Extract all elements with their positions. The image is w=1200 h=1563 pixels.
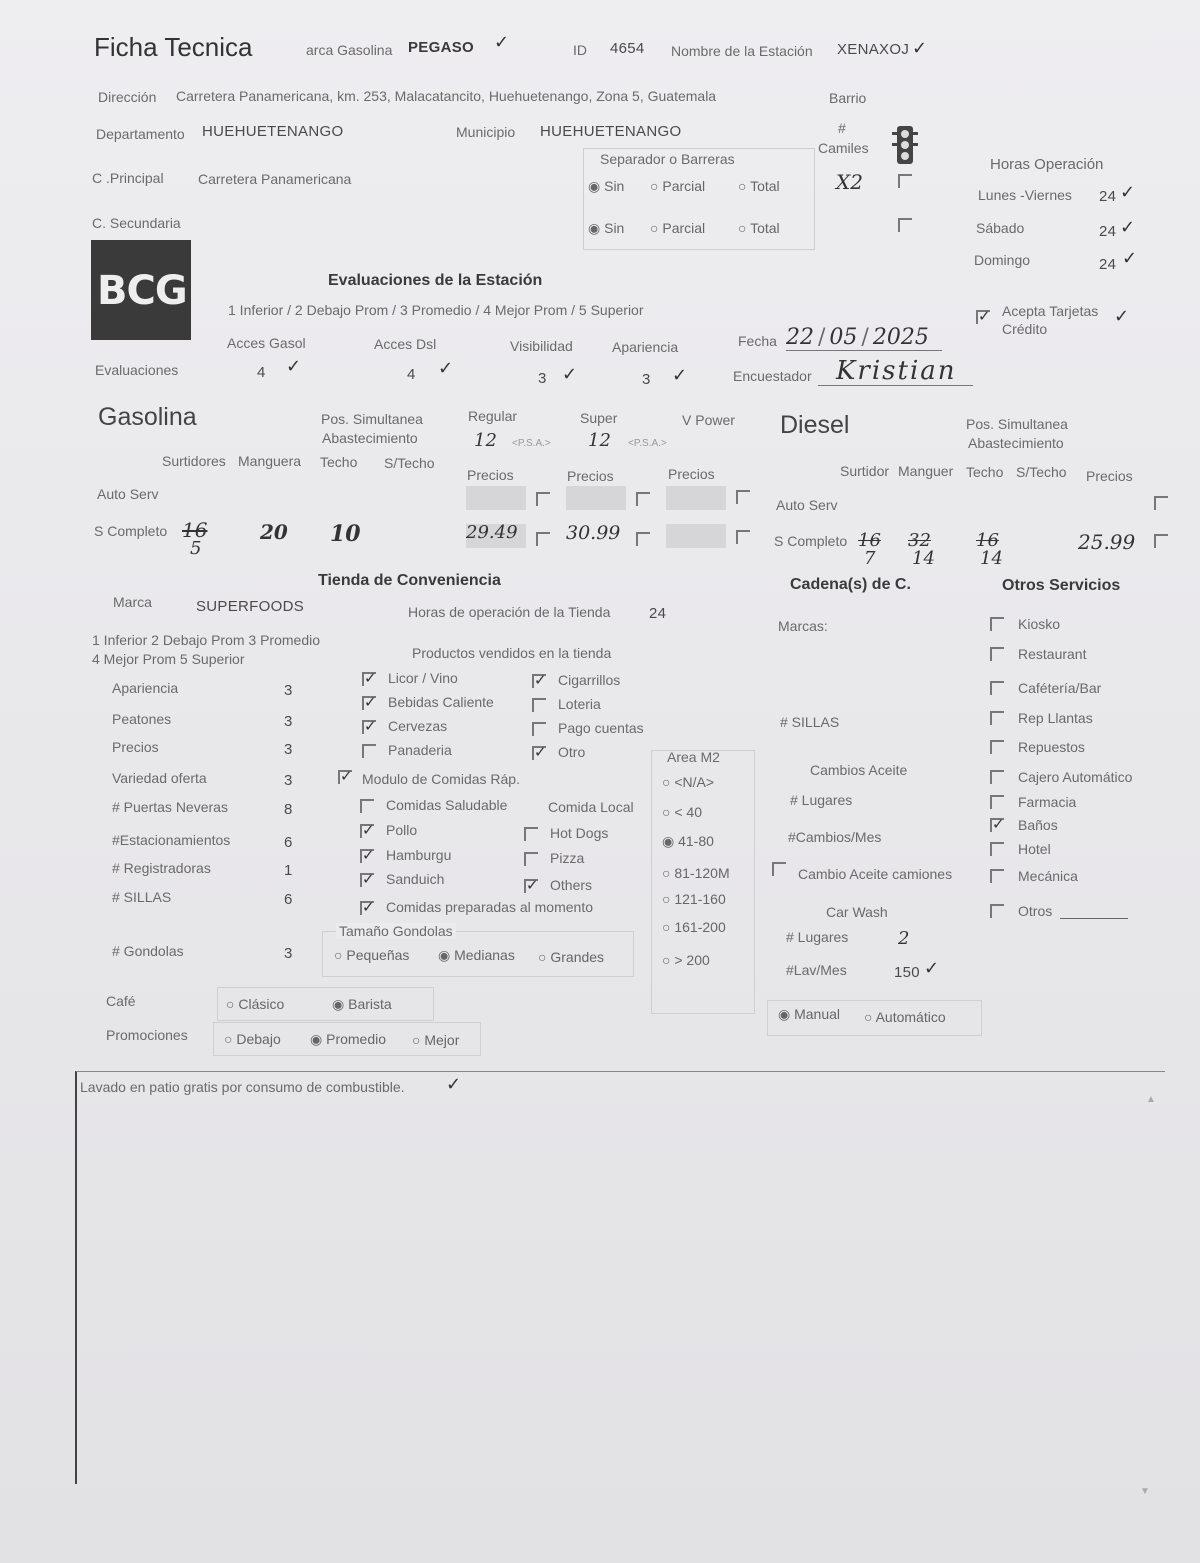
diesel-col-surtidor: Surtidor <box>840 463 890 479</box>
camiles-value[interactable]: X2 <box>836 170 863 194</box>
id-value: 4654 <box>610 40 645 57</box>
diesel-scompleto-label: S Completo <box>774 533 848 549</box>
rating-label: # SILLAS <box>112 889 172 905</box>
traffic-light-icon <box>892 124 914 164</box>
rating-label: # Registradoras <box>112 860 211 876</box>
modulo-label: Modulo de Comidas Ráp. <box>362 771 520 787</box>
autoserv-regular-checkbox[interactable] <box>536 492 550 506</box>
direccion-value[interactable]: Carretera Panamericana, km. 253, Malacatancito, Huehuetenango, Zona 5, Guatemala <box>176 88 717 104</box>
separador2-sin-radio[interactable]: ◉ Sin <box>588 220 625 236</box>
autoserv-super-checkbox[interactable] <box>636 492 650 506</box>
comida-label: Hot Dogs <box>550 825 609 841</box>
producto-checkbox[interactable] <box>362 696 376 710</box>
producto-label: Pago cuentas <box>558 720 644 736</box>
regular-value[interactable]: 12 <box>474 430 497 451</box>
rating-label: # Puertas Neveras <box>112 799 228 815</box>
vpower-checkbox[interactable] <box>736 530 750 544</box>
tienda-horas-label: Horas de operación de la Tienda <box>408 604 611 620</box>
page-title: Ficha Tecnica <box>94 32 253 62</box>
precios-label-1: Precios <box>467 467 514 483</box>
rating-label: Apariencia <box>112 680 179 696</box>
carwash-manual-radio[interactable]: ◉ Manual <box>778 1006 841 1022</box>
camiles-checkbox[interactable] <box>898 174 912 188</box>
otros-label: Repuestos <box>1018 739 1085 755</box>
dom-value[interactable]: 24 <box>1099 256 1117 273</box>
visibilidad-value[interactable]: 3 <box>538 370 547 387</box>
check-mark-icon: ✓ <box>912 38 928 58</box>
rating-value[interactable]: 1 <box>284 862 293 879</box>
departamento-label: Departamento <box>96 126 185 142</box>
comida-checkbox[interactable] <box>360 873 374 887</box>
productos-title: Productos vendidos en la tienda <box>412 645 612 661</box>
diesel-precio[interactable]: 25.99 <box>1078 530 1136 554</box>
producto-label: Loteria <box>558 696 601 712</box>
camiles-label: Camiles <box>818 140 869 156</box>
encuestador-value[interactable]: Kristian <box>836 356 957 386</box>
otros-checkbox[interactable] <box>990 647 1004 661</box>
promo-debajo-radio[interactable]: ○ Debajo <box>224 1031 281 1047</box>
rating-value[interactable]: 3 <box>284 741 293 758</box>
super-value[interactable]: 12 <box>588 430 611 451</box>
otros-label: Cajero Automático <box>1018 769 1133 785</box>
producto-label: Cervezas <box>388 718 448 734</box>
separador-title: Separador o Barreras <box>600 151 735 167</box>
check-mark-icon: ✓ <box>1114 306 1130 326</box>
fecha-underline <box>786 350 942 351</box>
autoserv-vpower-checkbox[interactable] <box>736 490 750 504</box>
producto-label: Bebidas Caliente <box>388 694 494 710</box>
cadena-title: Cadena(s) de C. <box>790 576 911 593</box>
diesel-col-stecho: S/Techo <box>1016 464 1067 480</box>
producto-checkbox[interactable] <box>362 720 376 734</box>
gas-scompleto-label: S Completo <box>94 523 168 539</box>
area-radio[interactable]: ○ 81-120M <box>662 865 730 881</box>
diesel-sc-surtidor[interactable]: 7 <box>864 548 876 569</box>
otros-label: Kiosko <box>1018 616 1061 632</box>
comida-label: Pizza <box>550 850 585 866</box>
super-psa: <P.S.A.> <box>628 438 667 449</box>
comida-label: Sanduich <box>386 871 445 887</box>
check-mark-icon: ✓ <box>286 356 302 376</box>
otros-checkbox[interactable] <box>990 904 1004 918</box>
super-label: Super <box>580 410 618 426</box>
check-mark-icon: ✓ <box>494 32 510 52</box>
acces-dsl-label: Acces Dsl <box>374 336 437 352</box>
tarjetas-label: Acepta Tarjetas <box>1002 303 1099 319</box>
separador1-parcial-radio[interactable]: ○ Parcial <box>650 178 706 194</box>
comida-checkbox[interactable] <box>360 824 374 838</box>
producto-label: Panaderia <box>388 742 452 758</box>
regular-checkbox[interactable] <box>536 532 550 546</box>
comida-label: Others <box>550 877 593 893</box>
gondolas-title: Tamaño Gondolas <box>336 923 456 939</box>
cambios-mes-label: #Cambios/Mes <box>788 829 882 845</box>
gas-col-techo: Techo <box>320 454 358 470</box>
gondolas-pequenas-radio[interactable]: ○ Pequeñas <box>334 947 410 963</box>
area-radio[interactable]: ○ > 200 <box>662 952 710 968</box>
camiones-checkbox[interactable] <box>772 862 786 876</box>
producto-label: Cigarrillos <box>558 672 621 688</box>
area-radio[interactable]: ○ 121-160 <box>662 891 726 907</box>
evaluaciones-row-label: Evaluaciones <box>95 362 179 378</box>
lv-value[interactable]: 24 <box>1099 188 1117 205</box>
evaluaciones-title: Evaluaciones de la Estación <box>328 272 543 289</box>
producto-checkbox[interactable] <box>532 698 546 712</box>
camiles2-checkbox[interactable] <box>898 218 912 232</box>
area-radio[interactable]: ◉ 41-80 <box>662 833 714 849</box>
otros-title: Otros Servicios <box>1002 577 1121 594</box>
comida-label: Hamburgu <box>386 847 452 863</box>
precios-label-2: Precios <box>567 468 614 484</box>
diesel-col-precios: Precios <box>1086 468 1133 484</box>
rating-value[interactable]: 3 <box>284 682 293 699</box>
csecundaria-label: C. Secundaria <box>92 215 181 231</box>
gas-col-surtidores: Surtidores <box>162 453 226 469</box>
carwash-lav-value[interactable]: 150 <box>894 964 920 981</box>
gasolina-title: Gasolina <box>98 403 197 431</box>
check-mark-icon: ✓ <box>446 1074 462 1094</box>
diesel-sc-techo-crossed: 16 <box>976 530 999 551</box>
gas-autoserv-label: Auto Serv <box>97 486 159 502</box>
rating-value[interactable]: 6 <box>284 834 293 851</box>
separador1-sin-radio[interactable]: ◉ Sin <box>588 178 625 194</box>
check-mark-icon: ✓ <box>1122 248 1138 268</box>
comida-label: Comidas preparadas al momento <box>386 899 593 915</box>
acces-dsl-value[interactable]: 4 <box>407 366 416 383</box>
cadena-sillas-label: # SILLAS <box>780 714 840 730</box>
precio-super[interactable]: 30.99 <box>566 522 621 544</box>
check-mark-icon: ✓ <box>438 358 454 378</box>
rating-label: Variedad oferta <box>112 770 207 786</box>
diesel-autoserv-label: Auto Serv <box>776 497 838 513</box>
comida-checkbox[interactable] <box>360 901 374 915</box>
rating-value[interactable]: 6 <box>284 891 293 908</box>
lv-label: Lunes -Viernes <box>978 187 1072 203</box>
otros-underline <box>1060 918 1128 919</box>
carwash-lav-label: #Lav/Mes <box>786 962 847 978</box>
bcg-logo-text: BCG <box>97 268 187 314</box>
tienda-scale-2: 4 Mejor Prom 5 Superior <box>92 651 245 667</box>
otros-checkbox[interactable] <box>990 617 1004 631</box>
check-mark-icon: ✓ <box>672 365 688 385</box>
cprincipal-label: C .Principal <box>92 170 164 186</box>
regular-psa: <P.S.A.> <box>512 438 551 449</box>
diesel-sc-techo[interactable]: 14 <box>980 548 1003 569</box>
otros-checkbox[interactable] <box>990 818 1004 832</box>
comida-checkbox[interactable] <box>524 827 538 841</box>
cafe-label: Café <box>106 993 136 1009</box>
otros-checkbox[interactable] <box>990 740 1004 754</box>
gas-sc-manguera[interactable]: 20 <box>260 520 288 544</box>
precios-label-3: Precios <box>668 466 715 482</box>
diesel-col-manguer: Manguer <box>898 463 954 479</box>
acces-gasol-label: Acces Gasol <box>227 335 306 351</box>
gas-pos-label: Pos. Simultanea <box>321 411 423 427</box>
check-mark-icon: ✓ <box>1120 217 1136 237</box>
diesel-checkbox[interactable] <box>1154 534 1168 548</box>
otros-label: Otros <box>1018 903 1053 919</box>
diesel-col-techo: Techo <box>966 464 1004 480</box>
barrio-label: Barrio <box>829 90 867 106</box>
otros-label: Mecánica <box>1018 868 1078 884</box>
rating-label: #Estacionamientos <box>112 832 231 848</box>
tienda-marca-label: Marca <box>113 594 152 610</box>
precio-autoserv-regular[interactable] <box>466 486 526 510</box>
area-title: Area M2 <box>667 749 720 765</box>
precio-autoserv-super[interactable] <box>566 486 626 510</box>
super-checkbox[interactable] <box>636 532 650 546</box>
gas-sc-surtidores-crossed: 16 <box>182 518 208 542</box>
gas-pos-label-2: Abastecimiento <box>322 430 418 446</box>
vpower-label: V Power <box>682 412 735 428</box>
cafe-barista-radio[interactable]: ◉ Barista <box>332 996 392 1012</box>
evaluaciones-scale: 1 Inferior / 2 Debajo Prom / 3 Promedio / 4 Mejor Prom / 5 Superior <box>228 302 644 318</box>
producto-checkbox[interactable] <box>532 674 546 688</box>
rating-value[interactable]: 3 <box>284 713 293 730</box>
municipio-label: Municipio <box>456 124 516 140</box>
regular-label: Regular <box>468 408 518 424</box>
rating-value[interactable]: 3 <box>284 945 293 962</box>
producto-checkbox[interactable] <box>532 746 546 760</box>
carwash-lugares-label: # Lugares <box>786 929 849 945</box>
encuestador-underline <box>818 385 973 386</box>
otros-checkbox[interactable] <box>990 842 1004 856</box>
fecha-value[interactable]: 22 / 05 / 2025 <box>786 325 929 350</box>
otros-checkbox[interactable] <box>990 795 1004 809</box>
producto-checkbox[interactable] <box>532 722 546 736</box>
promo-label: Promociones <box>106 1027 188 1043</box>
acces-gasol-value[interactable]: 4 <box>257 364 266 381</box>
direccion-label: Dirección <box>98 89 157 105</box>
apariencia-label: Apariencia <box>612 339 679 355</box>
camiles-hash: # <box>838 120 846 136</box>
diesel-pos-label-2: Abastecimiento <box>968 435 1064 451</box>
comida-checkbox[interactable] <box>360 849 374 863</box>
area-radio[interactable]: ○ 161-200 <box>662 919 726 935</box>
tienda-horas-value[interactable]: 24 <box>649 605 667 622</box>
comida-label: Pollo <box>386 822 418 838</box>
otros-checkbox[interactable] <box>990 869 1004 883</box>
producto-checkbox[interactable] <box>362 672 376 686</box>
rating-label: # Gondolas <box>112 943 184 959</box>
comida-label: Comidas Saludable <box>386 797 508 813</box>
precio-autoserv-vpower[interactable] <box>666 486 726 510</box>
tienda-marca-value[interactable]: SUPERFOODS <box>196 598 305 615</box>
otros-label: Cafétería/Bar <box>1018 680 1102 696</box>
nombre-label: Nombre de la Estación <box>671 43 813 59</box>
gas-col-manguera: Manguera <box>238 453 302 469</box>
separador2-parcial-radio[interactable]: ○ Parcial <box>650 220 706 236</box>
rating-value[interactable]: 8 <box>284 801 293 818</box>
carwash-automatico-radio[interactable]: ○ Automático <box>864 1009 946 1025</box>
area-radio[interactable]: ○ < 40 <box>662 804 702 820</box>
promo-mejor-radio[interactable]: ○ Mejor <box>412 1032 460 1048</box>
diesel-sc-surtidor-crossed: 16 <box>858 530 881 551</box>
promo-promedio-radio[interactable]: ◉ Promedio <box>310 1031 387 1047</box>
fecha-label: Fecha <box>738 333 777 349</box>
cprincipal-value[interactable]: Carretera Panamericana <box>198 171 352 187</box>
tienda-title: Tienda de Conveniencia <box>318 572 501 589</box>
carwash-title: Car Wash <box>826 904 888 920</box>
marca-label: arca Gasolina <box>306 42 393 58</box>
gas-sc-techo[interactable]: 10 <box>330 521 361 547</box>
precio-vpower[interactable] <box>666 524 726 548</box>
otros-label: Hotel <box>1018 841 1051 857</box>
otros-label: Farmacia <box>1018 794 1077 810</box>
carwash-lugares-value[interactable]: 2 <box>898 928 910 949</box>
otros-checkbox[interactable] <box>990 711 1004 725</box>
precio-regular[interactable]: 29.49 <box>466 522 518 543</box>
tarjetas-checkbox[interactable] <box>976 310 990 324</box>
diesel-autoserv-checkbox[interactable] <box>1154 496 1168 510</box>
scroll-down-icon[interactable]: ▼ <box>1140 1486 1150 1497</box>
gas-col-stecho: S/Techo <box>384 455 435 471</box>
comida-checkbox[interactable] <box>360 799 374 813</box>
apariencia-value[interactable]: 3 <box>642 371 651 388</box>
sab-label: Sábado <box>976 220 1025 236</box>
bcg-logo <box>91 240 191 340</box>
gas-sc-surtidores[interactable]: 5 <box>190 538 202 559</box>
gondolas-grandes-radio[interactable]: ○ Grandes <box>538 949 605 965</box>
comida-checkbox[interactable] <box>524 852 538 866</box>
tarjetas-label-2: Crédito <box>1002 321 1048 337</box>
marca-value[interactable]: PEGASO <box>408 39 474 56</box>
camiones-label: Cambio Aceite camiones <box>798 866 953 882</box>
otros-label: Rep Llantas <box>1018 710 1093 726</box>
check-mark-icon: ✓ <box>1120 182 1136 202</box>
dom-label: Domingo <box>974 252 1031 268</box>
diesel-title: Diesel <box>780 411 850 439</box>
producto-label: Otro <box>558 744 586 760</box>
otros-label: Baños <box>1018 817 1058 833</box>
horas-title: Horas Operación <box>990 156 1104 173</box>
diesel-sc-manguer[interactable]: 14 <box>912 548 935 569</box>
separador2-total-radio[interactable]: ○ Total <box>738 220 780 236</box>
tienda-scale-1: 1 Inferior 2 Debajo Prom 3 Promedio <box>92 632 320 648</box>
diesel-sc-manguer-crossed: 32 <box>908 530 931 551</box>
area-radio[interactable]: ○ <N/A> <box>662 774 715 790</box>
departamento-value[interactable]: HUEHUETENANGO <box>202 123 344 140</box>
cambios-title: Cambios Aceite <box>810 762 908 778</box>
otros-checkbox[interactable] <box>990 681 1004 695</box>
comida-checkbox[interactable] <box>524 879 538 893</box>
notes-text: Lavado en patio gratis por consumo de combustible. <box>80 1079 405 1095</box>
check-mark-icon: ✓ <box>562 364 578 384</box>
comida-local-label: Comida Local <box>548 799 634 815</box>
municipio-value[interactable]: HUEHUETENANGO <box>540 123 682 140</box>
visibilidad-label: Visibilidad <box>510 338 573 354</box>
rating-value[interactable]: 3 <box>284 772 293 789</box>
otros-label: Restaurant <box>1018 646 1087 662</box>
rating-label: Peatones <box>112 711 172 727</box>
nombre-value[interactable]: XENAXOJ <box>837 41 910 58</box>
diesel-pos-label: Pos. Simultanea <box>966 416 1068 432</box>
otros-checkbox[interactable] <box>990 770 1004 784</box>
encuestador-label: Encuestador <box>733 368 812 384</box>
gondolas-medianas-radio[interactable]: ◉ Medianas <box>438 947 515 963</box>
scroll-up-icon[interactable]: ▲ <box>1146 1094 1156 1105</box>
cafe-clasico-radio[interactable]: ○ Clásico <box>226 996 285 1012</box>
producto-label: Licor / Vino <box>388 670 458 686</box>
rating-label: Precios <box>112 739 159 755</box>
notes-textarea[interactable] <box>75 1071 1165 1484</box>
sab-value[interactable]: 24 <box>1099 223 1117 240</box>
id-label: ID <box>573 42 587 58</box>
cadena-marcas-label: Marcas: <box>778 618 828 634</box>
check-mark-icon: ✓ <box>924 958 940 978</box>
separador1-total-radio[interactable]: ○ Total <box>738 178 780 194</box>
cambios-lugares-label: # Lugares <box>790 792 853 808</box>
modulo-checkbox[interactable] <box>338 770 352 784</box>
producto-checkbox[interactable] <box>362 744 376 758</box>
